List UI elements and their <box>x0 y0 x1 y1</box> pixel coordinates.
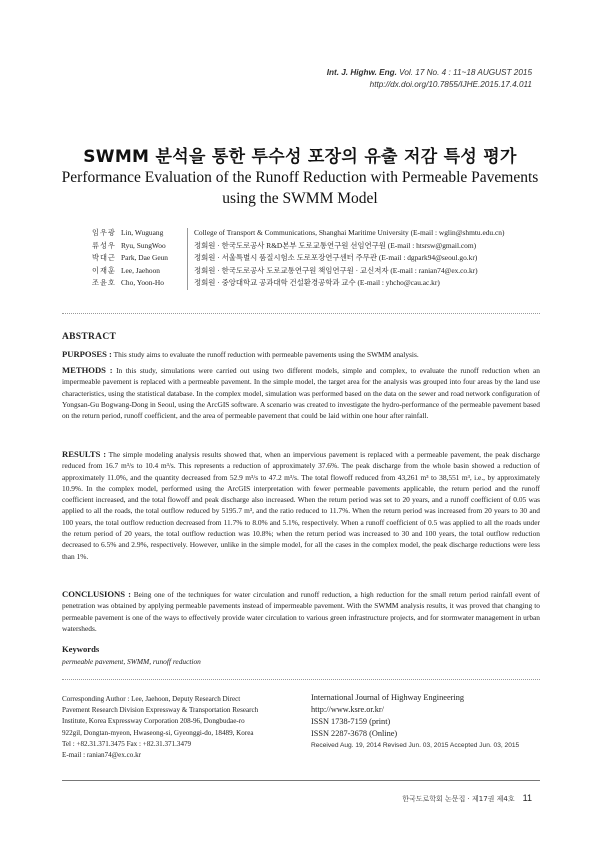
abstract-results <box>62 449 540 562</box>
issn-online: ISSN 2287-3678 (Online) <box>311 729 398 738</box>
journal-abbrev: Int. J. Highw. Eng. <box>326 68 397 77</box>
author-row <box>92 252 552 264</box>
author-affiliation: College of Transport & Communications, Shanghai Maritime University (E-mail : wglin@shmtu.edu.cn) <box>194 228 505 237</box>
author-name-english: Lin, Wuguang <box>121 228 164 237</box>
author-name-english: Ryu, SungWoo <box>121 240 166 250</box>
author-affiliation: 정회원 · 한국도로공사 R&D본부 도로교통연구원 선임연구원 (E-mail : htsrsw@gmail.com) <box>194 240 477 250</box>
results-text: The simple modeling analysis results showed that, when an impervious pavement is replaced with a permeable pavement, the peak discharge reduced from 16.7 m³/s to 10.4 m³/s. This represents a reduction of approximately 37.6%. The peak discharge from the whole basin showed a reduction of approximately 11.0%, and the quantity decreased from 52.9 m³/s to 47.2 m³/s. The total flowoff reduced from 43,261 m³ to 38,551 m³, i.e., by approximately 10.9%. In the complex model, performed using the ArcGIS interpretation with fewer permeable pavements applicable, the return period and the runoff coefficient increased, and the total flowoff and peak discharge also increased. When the return period was set to 20 years, and a runoff coefficient of 0.05 was applied to all the roads, the total outflow reduced by 5195.7 m³, and the ratio reduced to 11.7%. When the return period was increased from 20 years to 30 and 100 years, the total outflow reduction decreased from 11.7% to 8.0% and 5.1%, respectively. When a runoff coefficient of 0.5 was applied to all the roads under the return period of 20 years, the total outflow reduction was 10.8%; when the return period was increased to 30 and 100 years, the total outflow reduction decreased to 6.5% and 2.9%, respectively. However, unlike in the simple model, for all the cases in the complex model, the peak discharge reductions were less than 1%. <box>62 450 541 561</box>
keywords-text: permeable pavement, SWMM, runoff reduction <box>62 657 201 666</box>
journal-citation <box>327 68 532 77</box>
corresponding-line: Pavement Research Division Expressway & Transportation Research <box>62 706 259 715</box>
author-name-english: Lee, Jaehoon <box>121 265 160 275</box>
abstract-heading: ABSTRACT <box>62 332 117 342</box>
keywords-heading: Keywords <box>62 644 100 654</box>
methods-text: In this study, simulations were carried out using two different models, simple and complex, to evaluate the runoff reduction when an impermeable pavement is replaced with a permeable pavement. In the simple model, the target area for the analysis was grouped into four areas by the land use characteristics, using the statistical database. In the complex model, simulation was performed based on the data on the sewer and road network configuration of Yongsan-Gu Bogwang-Dong in Seoul, using the ArcGIS software. A scenario was created to investigate the hydro-performance of the permeable pavement based on the return period, runoff coefficient, and the area of permeable pavement that could be laid within one hour after rainfall. <box>62 366 540 421</box>
page-footer <box>402 793 532 804</box>
page-number: 11 <box>522 793 532 803</box>
author-row <box>92 265 552 277</box>
corresponding-line: Tel : +82.31.371.3475 Fax : +82.31.371.3479 <box>62 739 192 748</box>
author-affiliation: 정회원 · 중앙대학교 공과대학 건설환경공학과 교수 (E-mail : yhcho@cau.ac.kr) <box>194 278 440 287</box>
author-name-korean: 이재훈 <box>92 265 116 275</box>
author-affiliation: 정회원 · 서울특별시 품질시험소 도로포장연구센터 주무관 (E-mail : dgpark94@seoul.go.kr) <box>194 253 478 262</box>
corresponding-line: Institute, Korea Expressway Corporation 208-96, Dongbudae-ro <box>62 717 245 726</box>
title-korean: SWMM 분석을 통한 투수성 포장의 유출 저감 특성 평가 <box>83 147 517 167</box>
corresponding-line: Corresponding Author : Lee, Jaehoon, Deputy Research Direct <box>62 695 241 703</box>
issn-print: ISSN 1738-7159 (print) <box>311 717 391 726</box>
results-label: RESULTS : <box>62 449 107 459</box>
corresponding-line: 922gil, Dongtan-myeon, Hwaseong-si, Gyeonggi-do, 18489, Korea <box>62 728 254 737</box>
corresponding-email: E-mail : ranian74@ex.co.kr <box>62 751 142 760</box>
author-name-english: Park, Dae Geun <box>121 253 168 262</box>
purposes-label: PURPOSES : <box>62 349 112 359</box>
abstract-purposes <box>62 349 540 360</box>
journal-url[interactable]: http://www.ksre.or.kr/ <box>311 705 384 714</box>
author-name-korean: 조윤호 <box>92 278 116 287</box>
author-row <box>92 227 552 239</box>
abstract-conclusions <box>62 589 540 634</box>
author-row <box>92 240 552 252</box>
abstract-methods <box>62 365 540 421</box>
author-name-korean: 임우광 <box>92 228 116 237</box>
journal-info <box>311 692 551 752</box>
methods-label: METHODS : <box>62 365 113 375</box>
conclusions-text: Being one of the techniques for water circulation and runoff reduction, a high reduction for the small return period rainfall event of penetration was obtained by applying permeable pavements instead of impermeable pavement. With the SWMM analysis results, it was proved that changing to permeable pavement is one of the ways to effectively provide water circulation to various green infrastructure projects, and for stormwater management in urban watersheds. <box>62 590 541 633</box>
author-name-korean: 박대근 <box>92 253 116 262</box>
author-row <box>92 277 552 289</box>
journal-name: International Journal of Highway Engineering <box>311 693 464 702</box>
author-name-english: Cho, Yoon-Ho <box>121 278 164 287</box>
footer-journal: 한국도로학회 논문집 · 제17권 제4호 <box>402 795 515 803</box>
author-affiliation: 정회원 · 한국도로공사 도로교통연구원 책임연구원 · 교신저자 (E-mail : ranian74@ex.co.kr) <box>194 265 478 275</box>
corresponding-author <box>62 694 302 761</box>
submission-dates: Received Aug. 19, 2014 Revised Jun. 03, 2015 Accepted Jun. 03, 2015 <box>311 742 520 749</box>
title-english: Performance Evaluation of the Runoff Reduction with Permeable Pavements using the SWMM Model <box>61 169 539 207</box>
footer-rule <box>62 780 540 781</box>
doi-link[interactable]: http://dx.doi.org/10.7855/IJHE.2015.17.4.011 <box>369 80 532 89</box>
purposes-text: This study aims to evaluate the runoff reduction with permeable pavements using the SWMM analysis. <box>113 350 419 359</box>
divider <box>62 679 540 680</box>
conclusions-label: CONCLUSIONS : <box>62 589 131 599</box>
journal-issue: Vol. 17 No. 4 : 11~18 AUGUST 2015 <box>396 68 532 77</box>
author-name-korean: 류성우 <box>92 240 116 250</box>
divider <box>62 313 540 314</box>
